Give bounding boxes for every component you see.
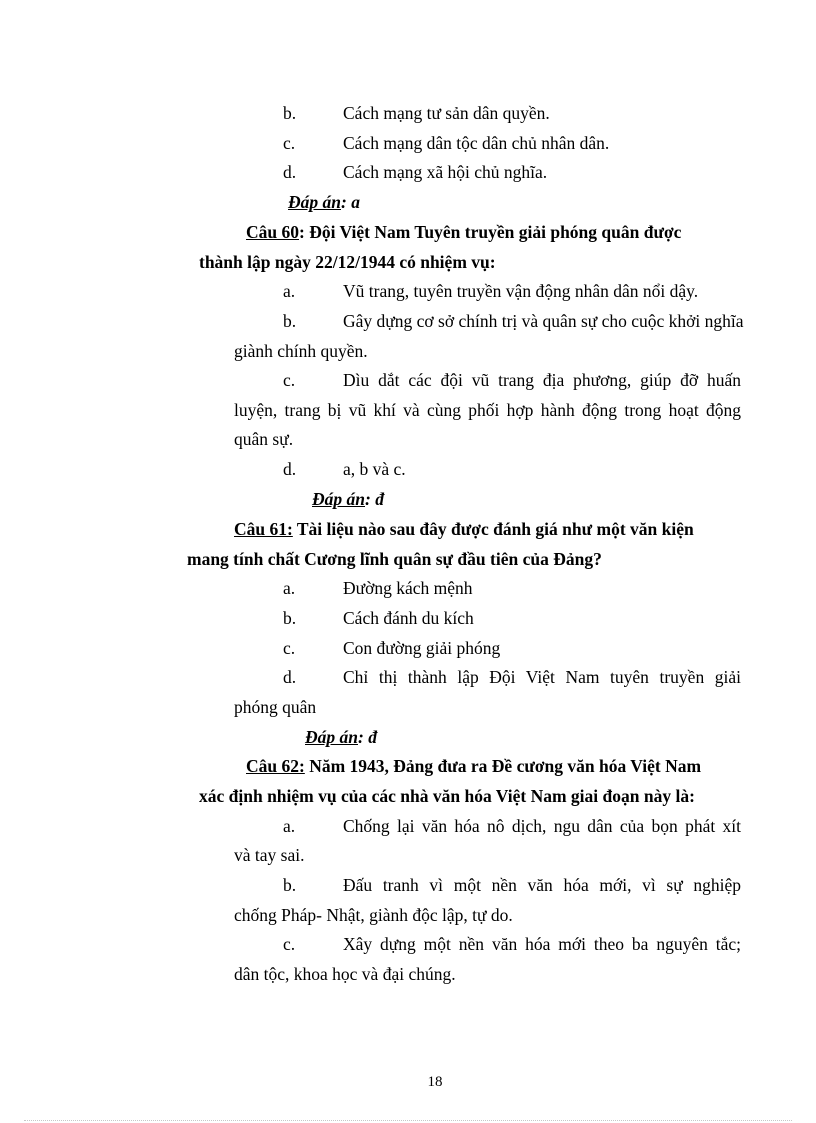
option-label: d. (283, 667, 297, 687)
answer-value: : đ (358, 727, 377, 747)
question-60-title-cont: thành lập ngày 22/12/1944 có nhiệm vụ: (199, 252, 496, 272)
answer-value: : đ (365, 489, 384, 509)
option-label: c. (283, 638, 296, 658)
option-label: c. (283, 934, 296, 954)
option-text-cont: luyện, trang bị vũ khí và cùng phối hợp hành động trong hoạt động (234, 400, 741, 420)
answer-value: : a (341, 192, 360, 212)
option-text-cont: dân tộc, khoa học và đại chúng. (234, 964, 456, 984)
option-text: Cách đánh du kích (343, 608, 474, 628)
option-label: a. (283, 281, 296, 301)
option-text: Chỉ thị thành lập Đội Việt Nam tuyên truyền giải (343, 667, 741, 687)
question-number: Câu 61: (234, 519, 293, 539)
answer-prefix: Đáp án (305, 727, 358, 747)
answer-line (288, 191, 360, 213)
option-label: b. (283, 608, 297, 628)
option-text: Cách mạng dân tộc dân chủ nhân dân. (343, 133, 610, 153)
option-text: Cách mạng xã hội chủ nghĩa. (343, 162, 548, 182)
question-61-title-cont: mang tính chất Cương lĩnh quân sự đầu tiên của Đảng? (187, 549, 602, 569)
question-text: : Đội Việt Nam Tuyên truyền giải phóng quân được (299, 222, 682, 242)
option-text: Gây dựng cơ sở chính trị và quân sự cho cuộc khởi nghĩa (343, 311, 744, 331)
question-61-title (234, 518, 694, 540)
option-text: Dìu dắt các đội vũ trang địa phương, giúp đỡ huấn (343, 370, 741, 390)
question-62-title (246, 755, 701, 777)
question-62-title-cont: xác định nhiệm vụ của các nhà văn hóa Việt Nam giai đoạn này là: (199, 786, 695, 806)
option-label: a. (283, 816, 296, 836)
question-number: Câu 62: (246, 756, 305, 776)
option-text: Đường kách mệnh (343, 578, 473, 598)
answer-prefix: Đáp án (288, 192, 341, 212)
question-60-title (246, 221, 681, 243)
option-label: a. (283, 578, 296, 598)
option-label: d. (283, 162, 297, 182)
option-text-cont: giành chính quyền. (234, 341, 368, 361)
option-text-cont: quân sự. (234, 429, 294, 449)
option-text: Vũ trang, tuyên truyền vận động nhân dân nổi dậy. (343, 281, 699, 301)
question-text: Tài liệu nào sau đây được đánh giá như một văn kiện (292, 519, 694, 539)
option-text: a, b và c. (343, 459, 406, 479)
option-text: Cách mạng tư sản dân quyền. (343, 103, 550, 123)
option-label: b. (283, 875, 297, 895)
option-text-cont: phóng quân (234, 697, 317, 717)
option-label: c. (283, 133, 296, 153)
question-text: Năm 1943, Đảng đưa ra Đề cương văn hóa Việt Nam (304, 756, 702, 776)
option-text: Xây dựng một nền văn hóa mới theo ba nguyên tắc; (343, 934, 741, 954)
option-label: b. (283, 311, 297, 331)
option-text: Đấu tranh vì một nền văn hóa mới, vì sự nghiệp (343, 875, 741, 895)
page-bottom-divider (24, 1120, 792, 1121)
question-number: Câu 60 (246, 222, 299, 242)
option-label: c. (283, 370, 296, 390)
option-text-cont: chống Pháp- Nhật, giành độc lập, tự do. (234, 905, 513, 925)
answer-line (305, 726, 377, 748)
page-number: 18 (427, 1074, 443, 1090)
answer-prefix: Đáp án (312, 489, 365, 509)
option-text: Chống lại văn hóa nô dịch, ngu dân của bọn phát xít (343, 816, 741, 836)
option-text: Con đường giải phóng (343, 638, 501, 658)
option-label: d. (283, 459, 297, 479)
option-text-cont: và tay sai. (234, 845, 305, 865)
option-label: b. (283, 103, 297, 123)
answer-line (312, 488, 384, 510)
